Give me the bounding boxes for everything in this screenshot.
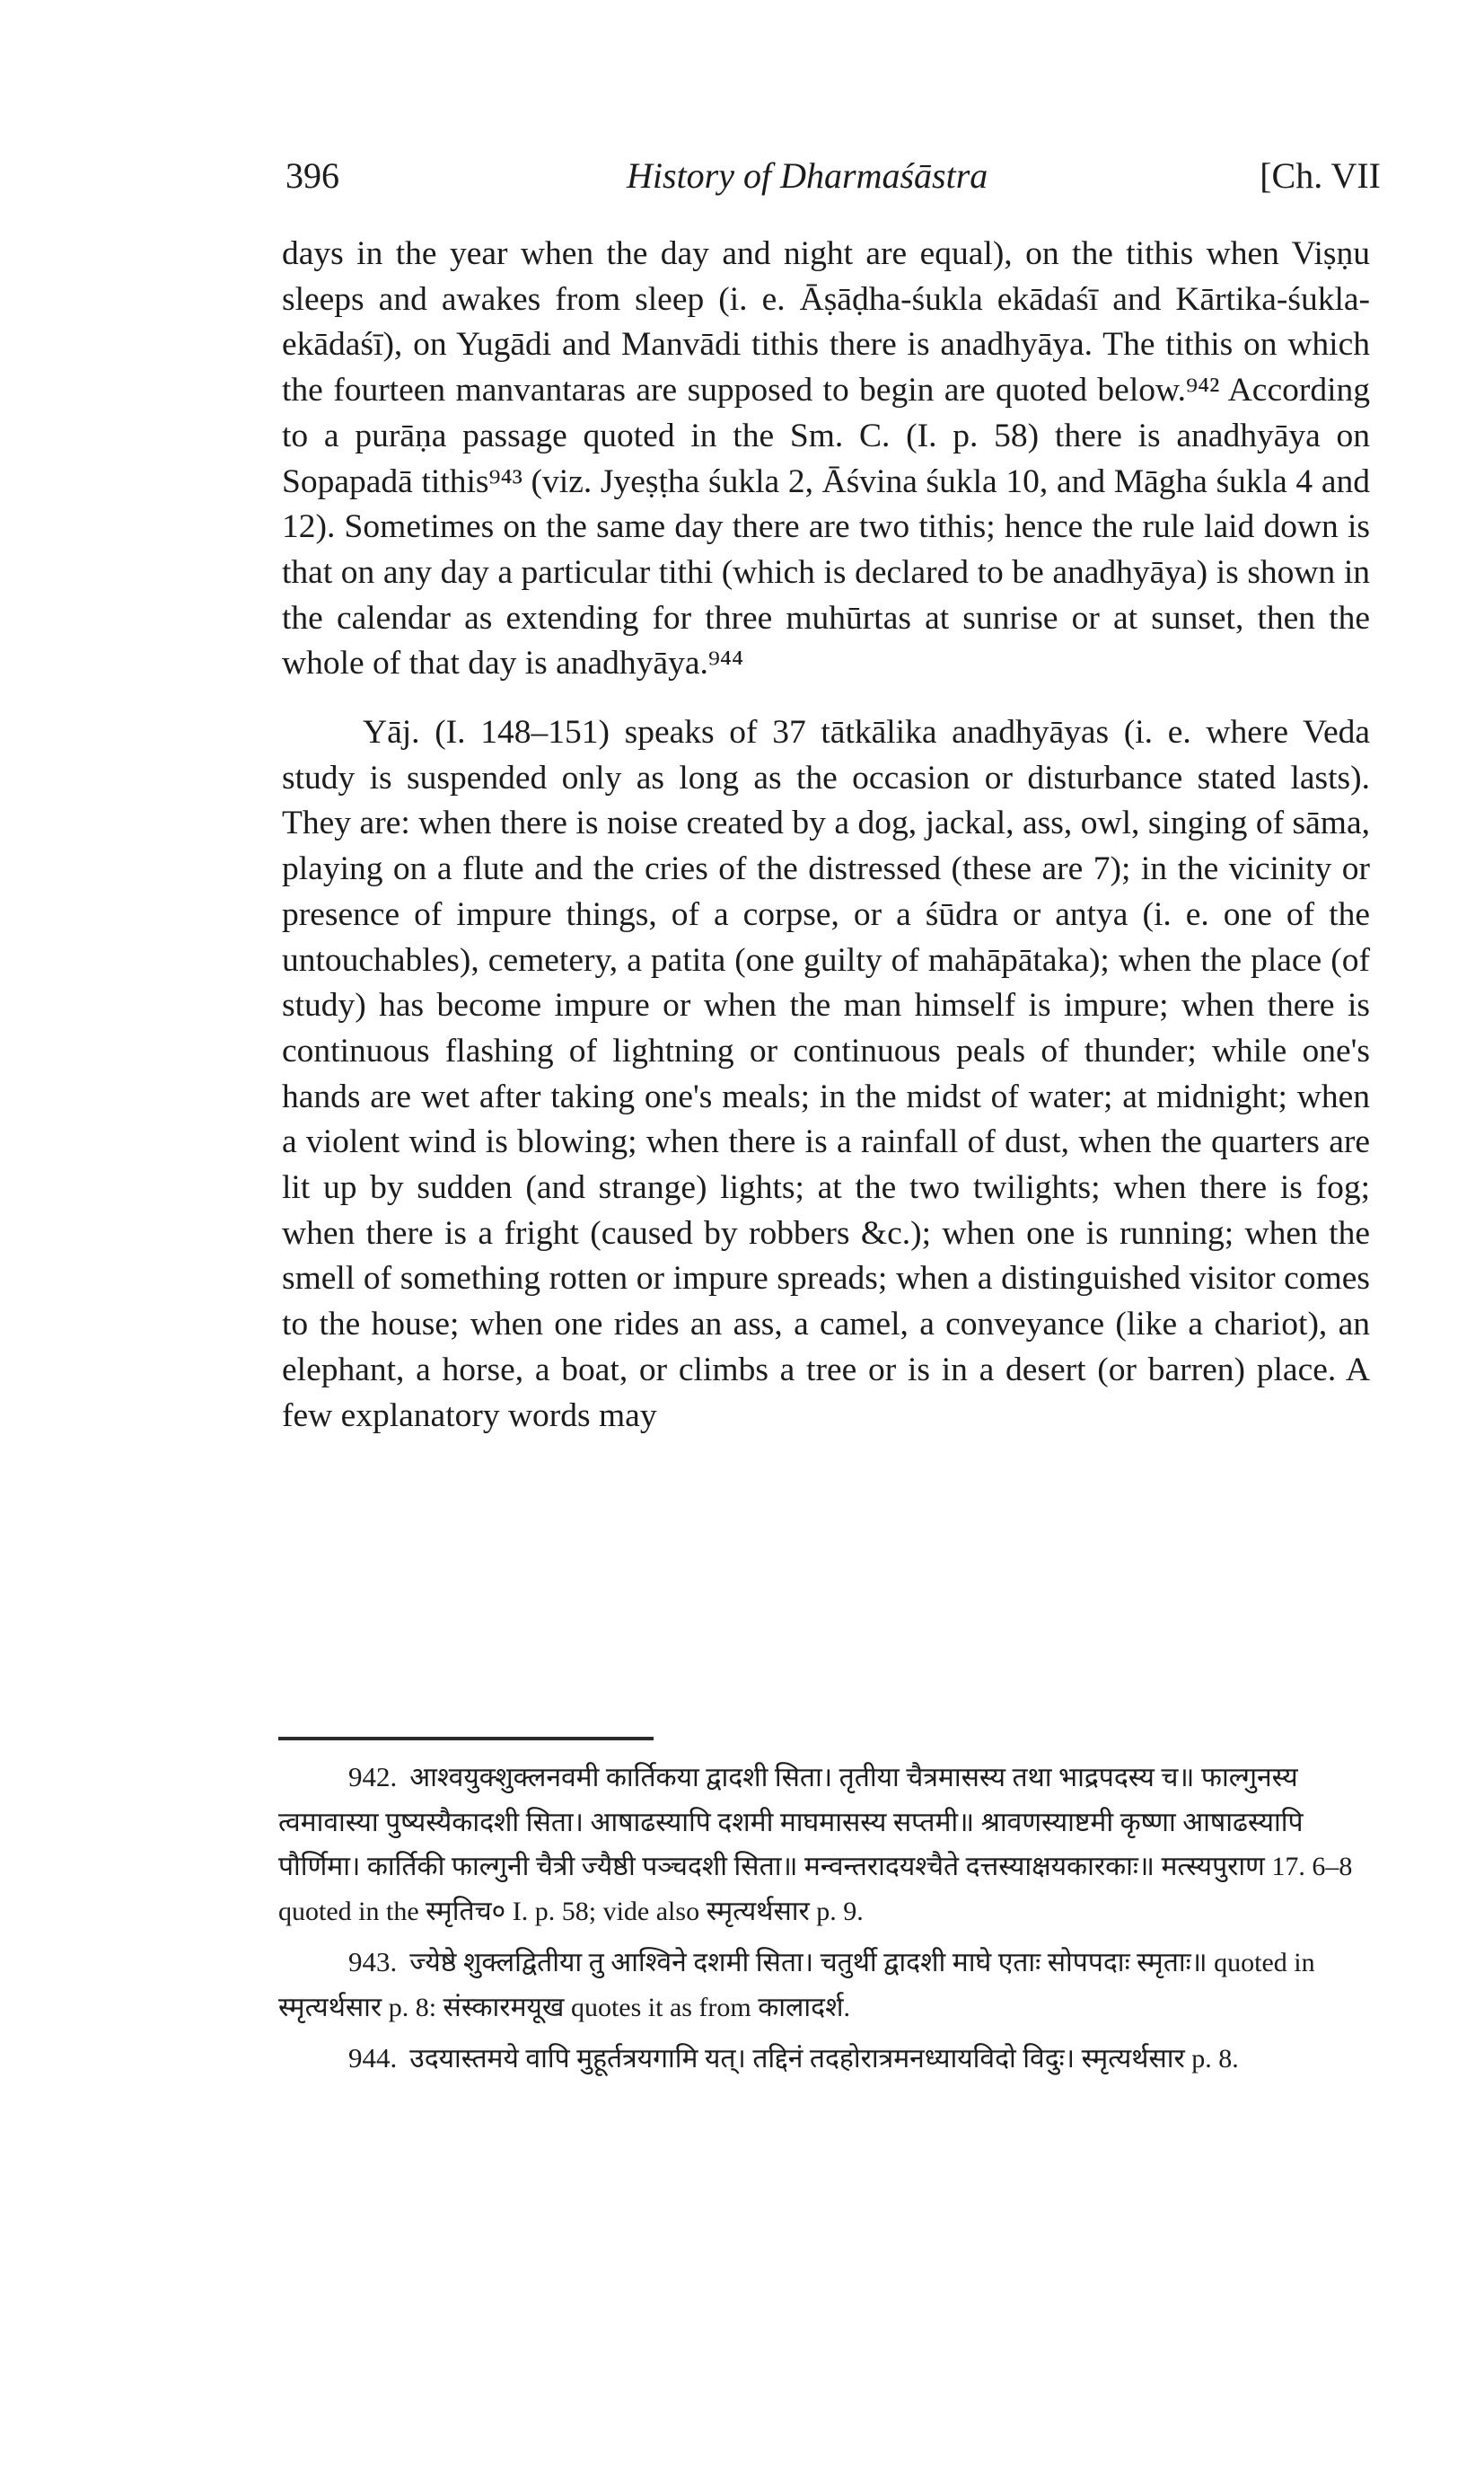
footnote	[278, 1941, 1366, 2030]
running-title: History of Dharmaśāstra	[627, 155, 988, 196]
footnote-text: उदयास्तमये वापि मुहूर्तत्रयगामि यत्। तद्दिनं तदहोरात्रमनध्यायविदो विदुः। स्मृत्यर्थसार p. 8.	[409, 2044, 1239, 2074]
footnote-text: ज्येष्ठे शुक्लद्वितीया तु आश्विने दशमी सिता। चतुर्थी द्वादशी माघे एताः सोपपदाः स्मृताः॥ quoted in स्मृत्यर्थसार p. 8: संस्कारमयूख quotes it as from कालादर्श.	[278, 1948, 1315, 2022]
page-number: 396	[285, 155, 339, 196]
footnote-number: 943.	[348, 1946, 398, 1977]
footnote	[278, 1756, 1366, 1933]
footnote-number: 942.	[348, 1761, 398, 1792]
main-text	[282, 232, 1370, 1439]
paragraph: Yāj. (I. 148–151) speaks of 37 tātkālika anadhyāyas (i. e. where Veda study is suspended only as long as the occasion or disturbance stated lasts). They are: when there is noise created by a dog, jackal, ass, owl, singing of sāma, playing on a flute and the cries of the distressed (these are 7); in the vicinity or presence of impure things, of a corpse, or a śūdra or antya (i. e. one of the untouchables), cemetery, a patita (one guilty of mahāpātaka); when the place (of study) has become impure or when the man himself is impure; when there is continuous flashing of lightning or continuous peals of thunder; while one's hands are wet after taking one's meals; in the midst of water; at midnight; when a violent wind is blowing; when there is a rainfall of dust, when the quarters are lit up by sudden (and strange) lights; at the two twilights; when there is fog; when there is a fright (caused by robbers &c.); when one is running; when the smell of something rotten or impure spreads; when a distinguished visitor comes to the house; when one rides an ass, a camel, a conveyance (like a chariot), an elephant, a horse, a boat, or climbs a tree or is in a desert (or barren) place. A few explanatory words may	[282, 714, 1370, 1434]
footnote-divider	[278, 1737, 654, 1740]
running-header	[285, 151, 1381, 205]
footnote	[278, 2037, 1366, 2082]
footnote-text: आश्वयुक्शुक्लनवमी कार्तिकया द्वादशी सिता। तृतीया चैत्रमासस्य तथा भाद्रपदस्य च॥ फाल्गुनस्य त्वमावास्या पुष्यस्यैकादशी सिता। आषाढस्यापि दशमी माघमासस्य सप्तमी॥ श्रावणस्याष्टमी कृष्णा आषाढस्यापि पौर्णिमा। कार्तिकी फाल्गुनी चैत्री ज्यैष्ठी पञ्चदशी सिता॥ मन्वन्तरादयश्चैते दत्तस्याक्षयकारकाः॥ मत्स्यपुराण 17. 6–8 quoted in the स्मृतिच० I. p. 58; vide also स्मृत्यर्थसार p. 9.	[278, 1763, 1353, 1926]
paragraph: days in the year when the day and night are equal), on the tithis when Viṣṇu sleeps and awakes from sleep (i. e. Āṣāḍha-śukla ekādaśī and Kārtika-śukla-ekādaśī), on Yugādi and Manvādi tithis there is anadhyāya. The tithis on which the fourteen manvantaras are supposed to begin are quoted below.⁹⁴² According to a purāṇa passage quoted in the Sm. C. (I. p. 58) there is anadhyāya on Sopapadā tithis⁹⁴³ (viz. Jyeṣṭha śukla 2, Āśvina śukla 10, and Māgha śukla 4 and 12). Sometimes on the same day there are two tithis; hence the rule laid down is that on any day a particular tithi (which is declared to be anadhyāya) is shown in the calendar as extending for three muhūrtas at sunrise or at sunset, then the whole of that day is anadhyāya.⁹⁴⁴	[282, 235, 1370, 682]
chapter-label: [Ch. VII	[1260, 155, 1381, 196]
footnotes	[278, 1756, 1366, 2089]
footnote-number: 944.	[348, 2042, 398, 2074]
